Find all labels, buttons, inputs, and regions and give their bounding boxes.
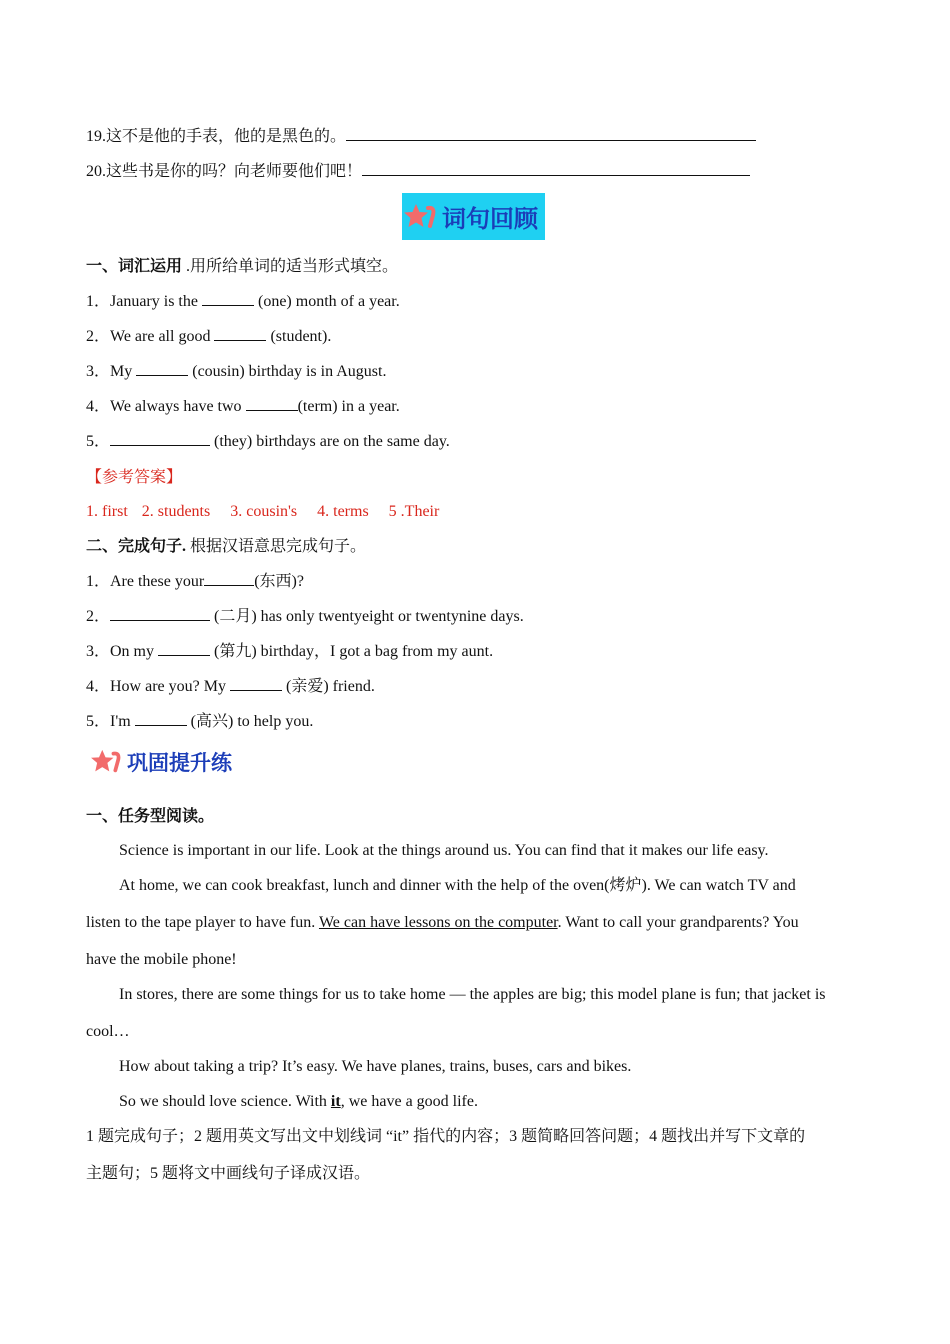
reading-paragraph: How about taking a trip? It’s easy. We have planes, trains, buses, cars and bikes. [119,1058,632,1075]
sentence-item-4: 4．How are you? My (亲爱) friend. [86,678,375,695]
banner-title: 巩固提升练 [127,751,232,775]
answer-blank[interactable] [110,606,210,621]
vocab-item-1: 1．January is the (one) month of a year. [86,293,400,310]
answer-key: 1. first 2. students 3. cousin's 4. terms 5 .Their [86,503,440,520]
task-instructions: 1 题完成句子；2 题用英文写出文中划线词 “it” 指代的内容；3 题简略回答问题；4 题找出并写下文章的 [86,1128,806,1145]
sentence-item-3: 3．On my (第九) birthday，I got a bag from my aunt. [86,643,494,660]
reading-paragraph: Science is important in our life. Look at the things around us. You can find that it makes our life easy. [119,842,769,859]
answer-blank[interactable] [246,396,298,411]
answer-blank[interactable] [204,571,254,586]
reading-paragraph: listen to the tape player to have fun. We can have lessons on the computer. Want to call your grandparents? You [86,914,799,931]
answer-blank[interactable] [158,641,210,656]
vocab-item-3: 3．My (cousin) birthday is in August. [86,363,387,380]
vocab-item-2: 2．We are all good (student). [86,328,332,345]
answer-blank[interactable] [214,326,266,341]
answer-blank[interactable] [202,291,254,306]
sentences-heading: 二、完成句子. 根据汉语意思完成句子。 [86,538,367,555]
reading-paragraph: In stores, there are some things for us to take home — the apples are big; this model plane is fun; that jacket is [119,986,826,1003]
answer-blank[interactable] [346,126,756,141]
sentence-item-1: 1．Are these your (东西)? [86,573,304,590]
task-instructions: 主题句；5 题将文中画线句子译成汉语。 [86,1165,371,1182]
answer-blank[interactable] [135,711,187,726]
answer-blank[interactable] [136,361,188,376]
answer-blank[interactable] [110,431,210,446]
vocab-item-5: 5． (they) birthdays are on the same day. [86,433,450,450]
answer-blank[interactable] [362,161,750,176]
question-19: 19.这不是他的手表，他的是黑色的。 [86,126,756,148]
underlined-word: it [330,1093,341,1110]
reading-paragraph: have the mobile phone! [86,951,237,968]
sentence-item-5: 5．I'm (高兴) to help you. [86,713,314,730]
underlined-sentence: We can have lessons on the computer [318,914,558,931]
section-banner-review [402,193,545,240]
reading-paragraph: At home, we can cook breakfast, lunch and dinner with the help of the oven(烤炉). We can watch TV and [119,877,796,894]
vocab-heading: 一、词汇运用 .用所给单词的适当形式填空。 [86,258,399,275]
star-icon [402,202,438,232]
vocab-item-4: 4．We always have two (term) in a year. [86,398,400,415]
answer-blank[interactable] [230,676,282,691]
banner-title: 词句回顾 [442,205,538,233]
answer-label: 【参考答案】 [86,469,183,486]
section-banner-practice [89,746,232,778]
reading-paragraph: cool… [86,1023,130,1040]
reading-heading: 一、任务型阅读。 [86,808,215,825]
sentence-item-2: 2． (二月) has only twentyeight or twentynine days. [86,608,524,625]
question-20: 20.这些书是你的吗？向老师要他们吧！ [86,161,750,183]
reading-paragraph: So we should love science. With it, we have a good life. [119,1093,478,1110]
star-icon [89,748,123,776]
